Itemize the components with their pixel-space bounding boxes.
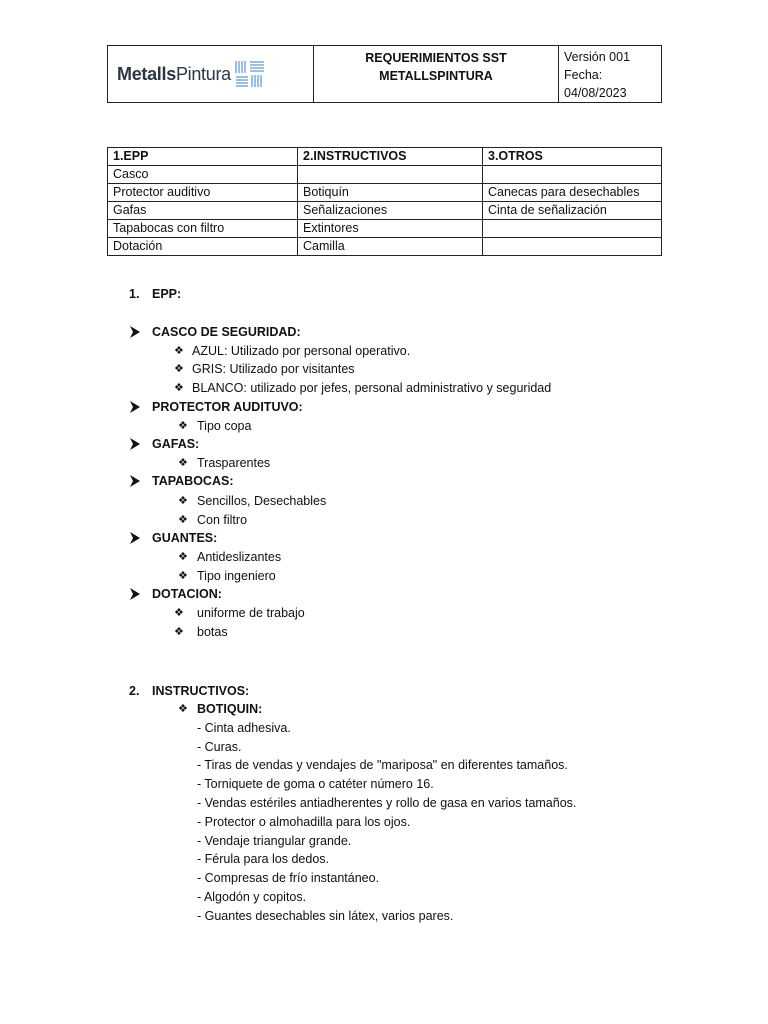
requirements-table	[107, 147, 662, 256]
logo-text-bold: Metalls	[117, 63, 176, 84]
sub-item: uniforme de trabajo	[197, 606, 305, 620]
botiquin-subtitle: BOTIQUIN:	[197, 702, 263, 716]
table-cell	[483, 220, 662, 238]
document-header	[107, 45, 662, 103]
diamond-bullet-icon: ❖	[178, 514, 188, 526]
date-value: 04/08/2023	[564, 86, 627, 100]
sub-item: GRIS: Utilizado por visitantes	[192, 362, 355, 376]
arrow-bullet-icon	[130, 438, 140, 450]
sub-item: Sencillos, Desechables	[197, 494, 327, 508]
section-number: 1.	[129, 287, 140, 301]
section-1-heading	[129, 286, 182, 302]
list-item-label: GUANTES:	[152, 531, 218, 545]
section-title: EPP:	[152, 287, 182, 301]
sub-item: Antideslizantes	[197, 550, 282, 564]
table-header-cell: 3.OTROS	[483, 148, 662, 166]
table-cell	[483, 166, 662, 184]
diamond-outline-bullet-icon: ❖	[174, 382, 184, 394]
table-row	[108, 166, 662, 184]
list-item: - Tiras de vendas y vendajes de "mariposa" en diferentes tamaños.	[197, 758, 568, 772]
version-info	[559, 46, 662, 103]
list-item-label: DOTACION:	[152, 587, 222, 601]
title-line-2: METALLSPINTURA	[379, 69, 493, 83]
list-item: - Férula para los dedos.	[197, 852, 330, 866]
table-header-cell: 1.EPP	[108, 148, 298, 166]
diamond-bullet-icon: ❖	[178, 570, 188, 582]
diamond-outline-bullet-icon: ❖	[174, 363, 184, 375]
diamond-outline-bullet-icon: ❖	[174, 626, 184, 638]
table-cell: Tapabocas con filtro	[108, 220, 298, 238]
diamond-outline-bullet-icon: ❖	[178, 457, 188, 469]
table-cell: Casco	[108, 166, 298, 184]
table-cell: Canecas para desechables	[483, 184, 662, 202]
list-item: - Algodón y copitos.	[197, 890, 307, 904]
table-cell	[483, 238, 662, 256]
section-title: INSTRUCTIVOS:	[152, 684, 250, 698]
section-number: 2.	[129, 684, 140, 698]
table-cell: Camilla	[298, 238, 483, 256]
table-cell	[298, 166, 483, 184]
table-header-row	[108, 148, 662, 166]
diamond-bullet-icon: ❖	[178, 703, 188, 715]
logo-text-regular: Pintura	[175, 63, 231, 84]
table-cell: Extintores	[298, 220, 483, 238]
diamond-outline-bullet-icon: ❖	[174, 607, 184, 619]
table-header-cell: 2.INSTRUCTIVOS	[298, 148, 483, 166]
table-row	[108, 202, 662, 220]
arrow-bullet-icon	[130, 532, 140, 544]
title-line-1: REQUERIMIENTOS SST	[365, 51, 507, 65]
table-cell: Dotación	[108, 238, 298, 256]
list-item: - Protector o almohadilla para los ojos.	[197, 815, 411, 829]
table-cell: Gafas	[108, 202, 298, 220]
list-item-label: GAFAS:	[152, 437, 200, 451]
sub-item: BLANCO: utilizado por jefes, personal administrativo y seguridad	[192, 381, 552, 395]
list-item: - Torniquete de goma o catéter número 16.	[197, 777, 434, 791]
table-row	[108, 184, 662, 202]
table-row	[108, 238, 662, 256]
list-item-label: CASCO DE SEGURIDAD:	[152, 325, 301, 339]
table-cell: Botiquín	[298, 184, 483, 202]
arrow-bullet-icon	[130, 326, 140, 338]
arrow-bullet-icon	[130, 475, 140, 487]
diamond-bullet-icon: ❖	[178, 551, 188, 563]
list-item: - Vendaje triangular grande.	[197, 834, 352, 848]
logo-grid-icon	[234, 59, 268, 89]
table-cell: Señalizaciones	[298, 202, 483, 220]
section-2-heading	[129, 683, 250, 699]
list-item-label: TAPABOCAS:	[152, 474, 234, 488]
list-item: - Compresas de frío instantáneo.	[197, 871, 380, 885]
arrow-bullet-icon	[130, 401, 140, 413]
table-cell: Protector auditivo	[108, 184, 298, 202]
list-item: - Curas.	[197, 740, 242, 754]
sub-item: Tipo ingeniero	[197, 569, 276, 583]
sub-item: Tipo copa	[197, 419, 252, 433]
version-label: Versión 001	[564, 50, 631, 64]
sub-item: AZUL: Utilizado por personal operativo.	[192, 344, 411, 358]
diamond-outline-bullet-icon: ❖	[174, 345, 184, 357]
document-title	[314, 46, 559, 103]
date-label: Fecha:	[564, 68, 603, 82]
sub-item: Con filtro	[197, 513, 248, 527]
list-item: - Vendas estériles antiadherentes y rollo de gasa en varios tamaños.	[197, 796, 577, 810]
company-logo	[108, 48, 313, 101]
sub-item: Trasparentes	[197, 456, 271, 470]
arrow-bullet-icon	[130, 588, 140, 600]
diamond-bullet-icon: ❖	[178, 495, 188, 507]
list-item-label: PROTECTOR AUDITUVO:	[152, 400, 303, 414]
list-item: - Cinta adhesiva.	[197, 721, 291, 735]
diamond-bullet-icon: ❖	[178, 420, 188, 432]
list-item: - Guantes desechables sin látex, varios pares.	[197, 909, 454, 923]
table-cell: Cinta de señalización	[483, 202, 662, 220]
table-row	[108, 220, 662, 238]
sub-item: botas	[197, 625, 228, 639]
logo-cell	[108, 46, 314, 103]
